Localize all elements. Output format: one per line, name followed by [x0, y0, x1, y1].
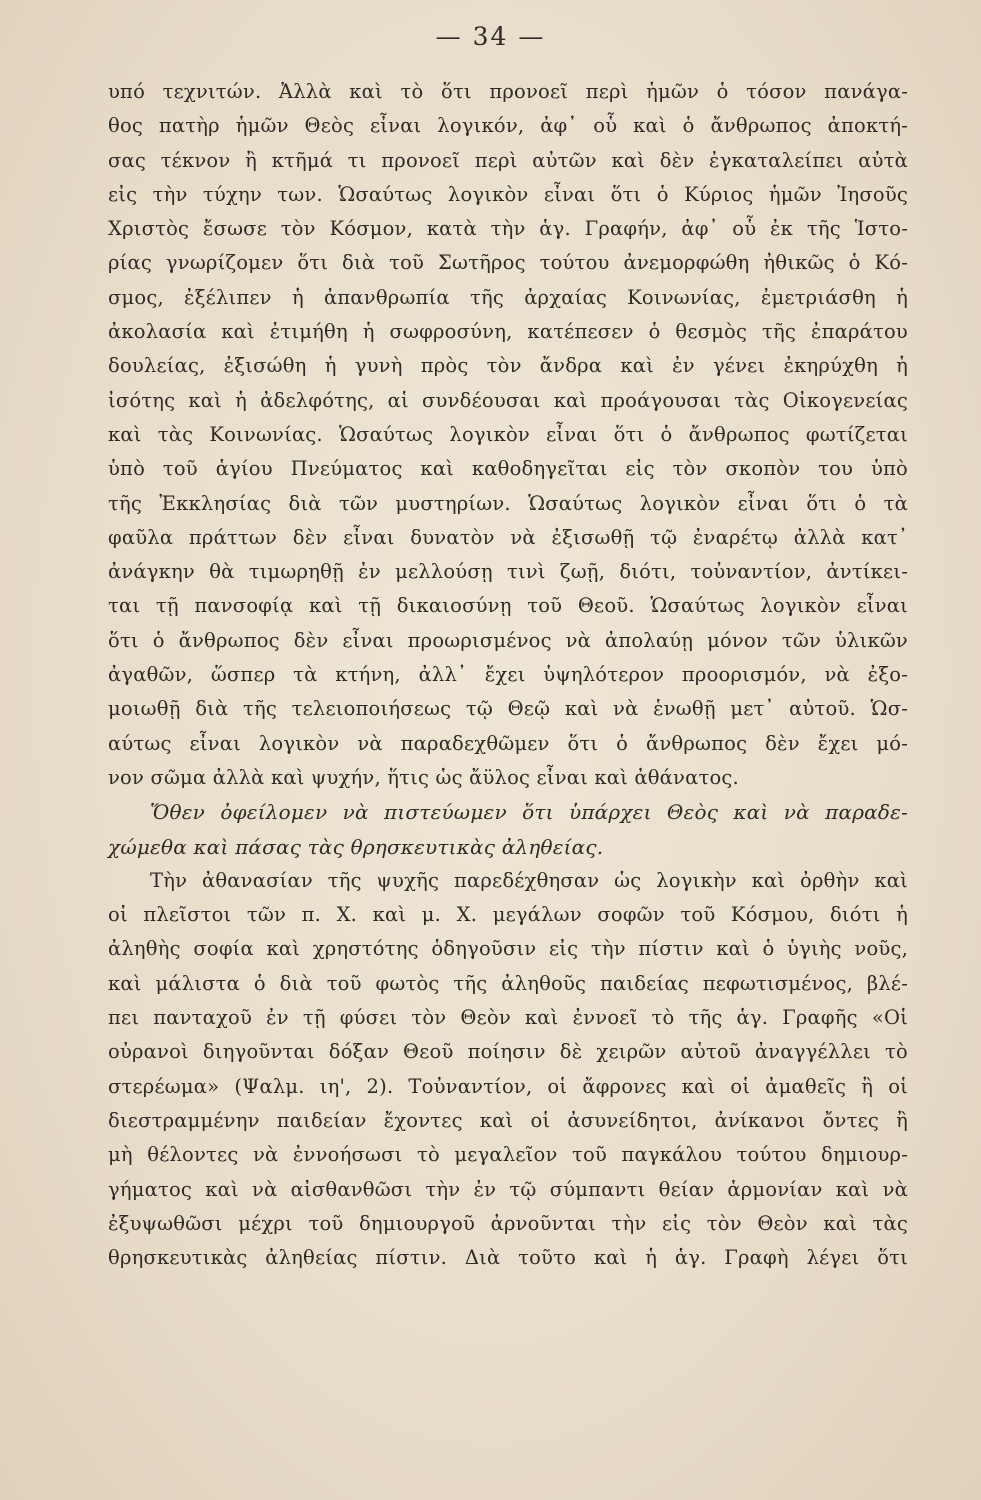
- text-line: τῆς Ἐκκλησίας διὰ τῶν μυστηρίων. Ὡσαύτως λογικὸν εἶναι ὅτι ὁ τὰ: [108, 491, 908, 515]
- text-line: σμος, ἐξέλιπεν ἡ ἀπανθρωπία τῆς ἀρχαίας Κοινωνίας, ἐμετριάσθη ἡ: [108, 285, 908, 309]
- text-line: ἀληθὴς σοφία καὶ χρηστότης ὁδηγοῦσιν εἰς τὴν πίστιν καὶ ὁ ὑγιὴς νοῦς,: [108, 937, 908, 961]
- text-line: Χριστὸς ἔσωσε τὸν Κόσμον, κατὰ τὴν ἁγ. Γραφήν, ἀφ᾽ οὗ ἐκ τῆς Ἱστο-: [108, 217, 908, 241]
- text-line: καὶ μάλιστα ὁ διὰ τοῦ φωτὸς τῆς ἀληθοῦς παιδείας πεφωτισμένος, βλέ-: [108, 971, 908, 995]
- text-line: δουλείας, ἐξισώθη ἡ γυνὴ πρὸς τὸν ἄνδρα καὶ ἐν γένει ἐκηρύχθη ἡ: [108, 354, 908, 378]
- text-line: εἰς τὴν τύχην των. Ὡσαύτως λογικὸν εἶναι ὅτι ὁ Κύριος ἡμῶν Ἰησοῦς: [108, 182, 908, 206]
- text-line: ρίας γνωρίζομεν ὅτι διὰ τοῦ Σωτῆρος τούτου ἀνεμορφώθη ἠθικῶς ὁ Κό-: [108, 251, 908, 275]
- text-line: οὐρανοὶ διηγοῦνται δόξαν Θεοῦ ποίησιν δὲ χειρῶν αὐτοῦ ἀναγγέλλει τὸ: [108, 1040, 908, 1064]
- text-line: σας τέκνον ἢ κτῆμά τι προνοεῖ περὶ αὐτῶν καὶ δὲν ἐγκαταλείπει αὐτὰ: [108, 148, 908, 172]
- text-line: νον σῶμα ἀλλὰ καὶ ψυχήν, ἥτις ὡς ἄϋλος εἶναι καὶ ἀθάνατος.: [108, 765, 739, 789]
- text-line: γήματος καὶ νὰ αἰσθανθῶσι τὴν ἐν τῷ σύμπαντι θείαν ἁρμονίαν καὶ νὰ: [108, 1177, 908, 1201]
- text-line: μοιωθῇ διὰ τῆς τελειοποιήσεως τῷ Θεῷ καὶ νὰ ἑνωθῇ μετ᾽ αὐτοῦ. Ὡσ-: [108, 697, 908, 721]
- text-line: υπό τεχνιτών. Ἀλλὰ καὶ τὸ ὅτι προνοεῖ περὶ ἡμῶν ὁ τόσον πανάγα-: [108, 80, 908, 103]
- text-line: ἀνάγκην θὰ τιμωρηθῇ ἐν μελλούσῃ τινὶ ζωῇ, διότι, τοὐναντίον, ἀντίκει-: [108, 560, 908, 584]
- text-line: διεστραμμένην παιδείαν ἔχοντες καὶ οἱ ἀσυνείδητοι, ἀνίκανοι ὄντες ἢ: [108, 1108, 908, 1132]
- page-number: — 34 —: [435, 22, 546, 51]
- text-line: πει πανταχοῦ ἐν τῇ φύσει τὸν Θεὸν καὶ ἐννοεῖ τὸ τῆς ἁγ. Γραφῆς «Οἱ: [108, 1006, 908, 1030]
- text-line: καὶ τὰς Κοινωνίας. Ὡσαύτως λογικὸν εἶναι ὅτι ὁ ἄνθρωπος φωτίζεται: [108, 422, 908, 446]
- text-line: φαῦλα πράττων δὲν εἶναι δυνατὸν νὰ ἐξισωθῇ τῷ ἐναρέτῳ ἀλλὰ κατ᾽: [108, 525, 908, 549]
- text-line: θρησκευτικὰς ἀληθείας πίστιν. Διὰ τοῦτο καὶ ἡ ἁγ. Γραφὴ λέγει ὅτι: [108, 1246, 908, 1270]
- text-line: ὑπὸ τοῦ ἁγίου Πνεύματος καὶ καθοδηγεῖται εἰς τὸν σκοπὸν του ὑπὸ: [108, 457, 908, 481]
- text-line: ἀκολασία καὶ ἐτιμήθη ἡ σωφροσύνη, κατέπεσεν ὁ θεσμὸς τῆς ἐπαράτου: [108, 320, 908, 344]
- text-line: ἰσότης καὶ ἡ ἀδελφότης, αἱ συνδέουσαι καὶ προάγουσαι τὰς Οἰκογενείας: [108, 388, 908, 412]
- text-line: οἱ πλεῖστοι τῶν π. Χ. καὶ μ. Χ. μεγάλων σοφῶν τοῦ Κόσμου, διότι ἡ: [108, 903, 908, 927]
- italic-text-line: Ὅθεν ὀφείλομεν νὰ πιστεύωμεν ὅτι ὑπάρχει Θεὸς καὶ νὰ παραδε-: [150, 800, 908, 825]
- text-line: ἐξυψωθῶσι μέχρι τοῦ δημιουργοῦ ἀρνοῦνται τὴν εἰς τὸν Θεὸν καὶ τὰς: [108, 1211, 908, 1235]
- italic-text-line: χώμεθα καὶ πάσας τὰς θρησκευτικὰς ἀληθείας.: [108, 834, 604, 859]
- text-line: Τὴν ἀθανασίαν τῆς ψυχῆς παρεδέχθησαν ὡς λογικὴν καὶ ὀρθὴν καὶ: [150, 868, 908, 892]
- text-line: μὴ θέλοντες νὰ ἐννοήσωσι τὸ μεγαλεῖον τοῦ παγκάλου τούτου δημιουρ-: [108, 1143, 908, 1167]
- text-line: ται τῇ πανσοφίᾳ καὶ τῇ δικαιοσύνῃ τοῦ Θεοῦ. Ὡσαύτως λογικὸν εἶναι: [108, 594, 908, 618]
- text-line: στερέωμα» (Ψαλμ. ιη', 2). Τοὐναντίον, οἱ ἄφρονες καὶ οἱ ἀμαθεῖς ἢ οἱ: [108, 1074, 908, 1098]
- body-text: [108, 75, 908, 1275]
- text-line: αύτως εἶναι λογικὸν νὰ παραδεχθῶμεν ὅτι ὁ ἄνθρωπος δὲν ἔχει μό-: [108, 731, 908, 755]
- text-line: ὅτι ὁ ἄνθρωπος δὲν εἶναι προωρισμένος νὰ ἀπολαύῃ μόνον τῶν ὑλικῶν: [108, 628, 908, 652]
- text-line: θος πατὴρ ἡμῶν Θεὸς εἶναι λογικόν, ἀφ᾽ οὗ καὶ ὁ ἄνθρωπος ἀποκτή-: [108, 114, 908, 138]
- text-line: ἀγαθῶν, ὥσπερ τὰ κτήνη, ἀλλ᾽ ἔχει ὑψηλότερον προορισμόν, νὰ ἐξο-: [108, 663, 908, 687]
